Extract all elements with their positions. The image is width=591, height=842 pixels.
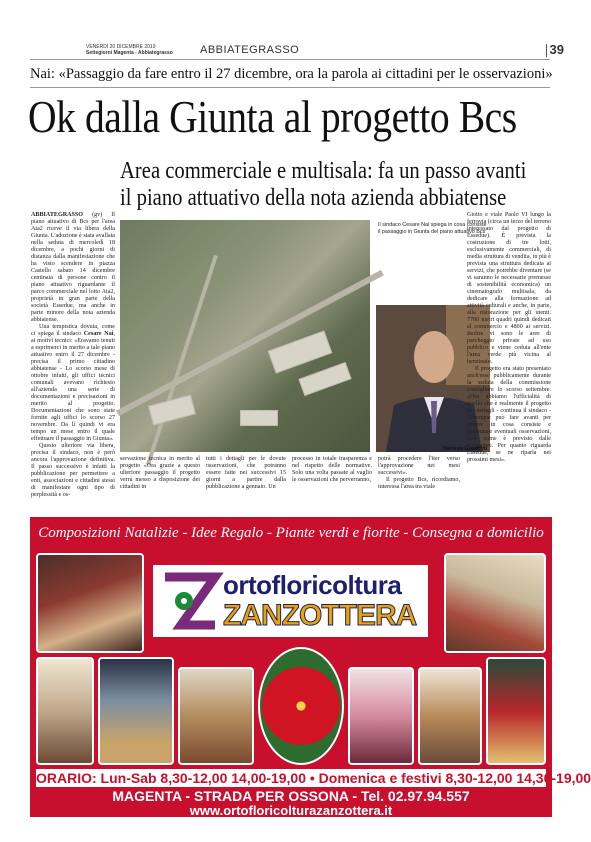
article-column-5 [378,456,460,496]
ad-photo-snowglobes [98,657,174,765]
article-column-6 [467,212,551,463]
ad-photo-nativity [36,553,144,653]
advertisement [30,517,591,818]
mayor-name: Cesare Nai [83,331,114,337]
ad-photo-flowers [348,667,414,765]
brand-name-line1: ortofloricoltura [223,570,402,600]
ad-photo-decor-right [444,553,546,653]
page-number: 39 [546,42,564,57]
aerial-photo [120,220,370,452]
shop-website: www.ortofloricolturazanzottera.it [189,803,393,818]
col6-paragraph-2: Il progetto era stato presentato anch'esso pubblicamente durante la seduta della commissione consigliare lo scorso settembre. «Ora abbiamo l'ufficialità di quello che è realmente il progetto nei dettagli - continua il sindaco - Chiunque può fare avanti per vedere in cosa consiste e presentare eventuali osservazioni, così come è previsto dalle normative. Per quanto riguarda Essedue, se ne riparla nei prossimi mesi». [467,366,551,463]
article-column-3: tutti i dettagli per le dovute osservazioni, che potranno essere fatte nei successivi 15 giorni a partire dalla pubblicazione a gennaio. Un [206,456,286,490]
col5-text: potrà procedere l'iter verso l'approvazione nei mesi successivi». [378,456,460,476]
col6-text: Giotto e viale Paolo VI lungo la ferrovia (circa un terzo del terreno interessato dal progetto di Essedue). È prevista la costruzione di tre lotti, esclusivamente commerciali, di media struttura di vendita, in più è prevista una struttura dedicata ai servizi, che potrebbe diventare (se vi saranno le necessarie premesse di sostenibilità economica) un cinematografo multisala, da dedicare alla formazione ad attività culturali e anche, in parte, alla ristorazione per gli utenti. 7700 metri quadri quindi dedicati al commercio e 4800 ai servizi. Inoltre vi sono le aree di parcheggio private ad uso pubblico e viene ceduta all'ente l'area verde più vicina al benzinaio. [467,212,551,365]
col1-paragraph-2: Una tempistica dovuta, come ci spiega il sindaco Cesare Nai, ai motivi tecnici: «Eravamo tenuti a esprimerci in merito a tale piano attuativo entro il 27 dicembre - precisa il primo cittadino abbiatense - Lo scorso mese di ottobre infatti, gli uffici tecnici comunali avevano richiesto all'azienda una serie di documentazioni e precisazioni in merito al progetto. Documentazioni che sono state fornite agli uffici lo scorso 27 novembre. Da lì quindi vi era tempo un mese entro il quale effettuare il passaggio in Giunta». [31,324,115,442]
photo-caption: Il sindaco Cesare Nai spiega in cosa consiste il passaggio in Giunta del piano attuativo Bcs [378,222,487,235]
brand-name-line2: ZANZOTTERA [223,599,417,632]
brand-logo [153,565,428,637]
header-rule [30,59,550,60]
article-subhead-line2: il piano attuativo della nota azienda abbiatense [120,185,507,211]
article-kicker: Nai: «Passaggio da fare entro il 27 dicembre, ora la parola ai cittadini per le osservazioni» [30,66,553,82]
article-column-1 [31,212,115,498]
article-headline: Ok dalla Giunta al progetto Bcs [28,91,517,142]
col1-text: (gv) Il piano attuativo di Bcs per l'area Ata2 riceve il via libera della Giunta. L'adozione è stata avallata nella seduta di mercoledì 18 dicembre, a pochi giorni di distanza dalla manifestazione che ha visto scendere in piazza Castello sabato 14 dicembre centinaia di persone contro il piano attuativo riguardante il parco commerciale nel lotto Ata2, proprietà in gran parte della società Essedue, ma anche in parte minore della nota azienda abbiatense. [31,212,115,323]
ad-photo-baubles [486,657,546,765]
col1-paragraph-3: Questo ulteriore via libera, precisa il sindaco, non è però ancora l'approvazione definitiva. Il passo successivo è infatti la pubblicazione per permettere a enti, associazioni e cittadini stessi di manifestare ogni tipo di perplessità e os- [31,443,115,498]
section-label: ABBIATEGRASSO [200,44,300,56]
col5-paragraph-2: Il progetto Bcs, ricordiamo, interessa l'area tra viale [378,477,460,490]
ad-photo-poinsettia [258,647,344,765]
ad-photo-shop [418,667,482,765]
kicker-rule [30,87,550,88]
shop-address: MAGENTA - STRADA PER OSSONA - Tel. 02.97.94.557 [112,788,470,804]
ad-photo-angels [36,657,94,765]
article-subhead-line1: Area commerciale e multisala: fa un passo avanti [120,158,527,184]
author-signature: Nerissa Guadrini [442,446,487,452]
publication-name: Settegiorni Magenta - Abbiategrasso [86,50,173,56]
flower-logo-icon [161,571,219,631]
article-column-4: processo in totale trasparenza e nel rispetto delle normative. Solo una volta passate al vaglio le osservazioni che perverranno, [292,456,372,483]
ad-photo-houses [178,667,254,765]
issue-date: VENERDÌ 20 DICEMBRE 2019 [86,44,156,50]
dateline: ABBIATEGRASSO [31,212,84,218]
ad-tagline: Composizioni Natalizie - Idee Regalo - Piante verdi e fiorite - Consegna a domicilio [38,525,544,541]
opening-hours: ORARIO: Lun-Sab 8,30-12,00 14,00-19,00 • Domenica e festivi 8,30-12,00 14,30-19,00 [36,770,591,786]
article-column-2: servazione tecnica in merito al progetto «Ora grazie a questo ulteriore passaggio il progetto verrà messo a disposizione dei cittadini in [120,456,200,490]
